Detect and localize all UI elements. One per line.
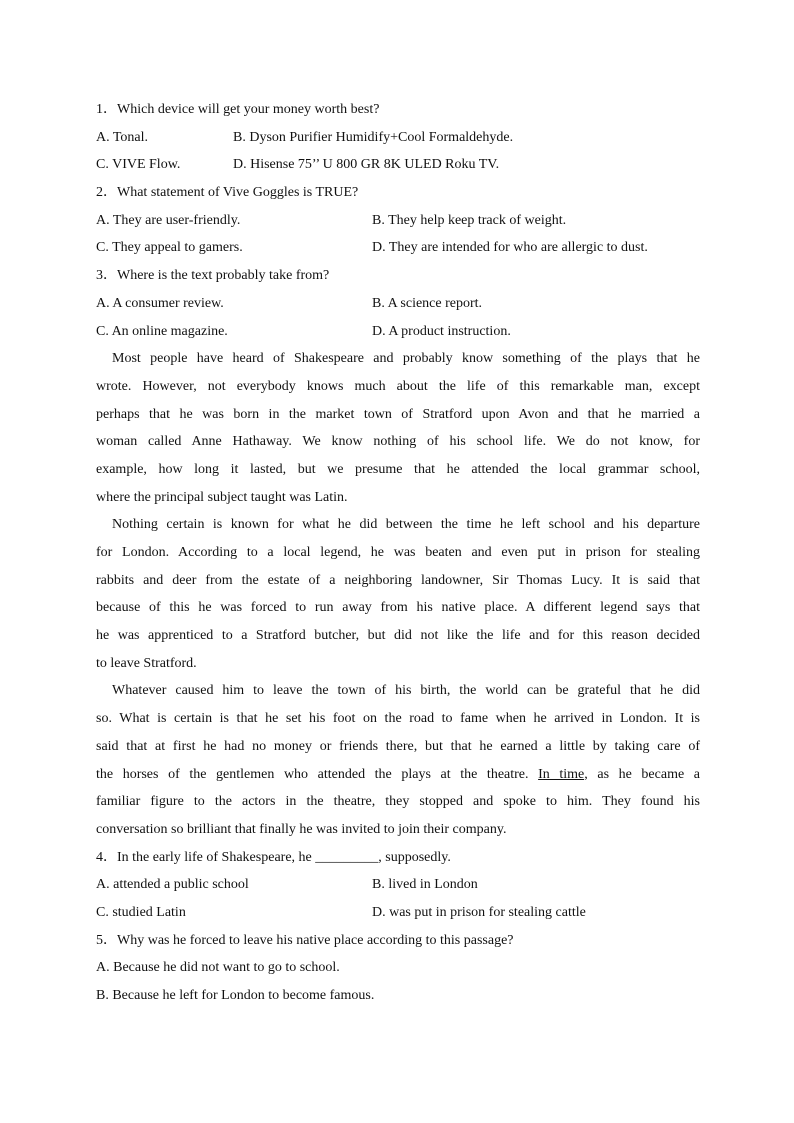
passage-line: so. What is certain is that he set his foot on the road to fame when he arrived in London. It is	[96, 711, 700, 727]
question-1-options-row-2	[96, 151, 700, 179]
passage-line: for London. According to a local legend, he was beaten and even put in prison for stealing	[96, 545, 700, 560]
question-3-option-a: A. A consumer review.	[96, 295, 224, 311]
question-4-stem: 4．In the early life of Shakespeare, he _________, supposedly.	[96, 849, 451, 865]
question-3-options-row-1	[96, 290, 700, 318]
question-4-option-b: B. lived in London	[372, 877, 478, 893]
passage-paragraph-2	[96, 511, 700, 677]
question-1-option-b: B. Dyson Purifier Humidify+Cool Formaldehyde.	[233, 129, 514, 145]
question-3-stem: 3．Where is the text probably take from?	[96, 268, 330, 284]
question-4-options-row-2	[96, 899, 700, 927]
question-2-option-d: D. They are intended for who are allergic to dust.	[372, 240, 648, 256]
passage-text: the horses of the gentlemen who attended the plays at the theatre.	[96, 766, 539, 782]
question-2-options-row-2	[96, 234, 700, 262]
underlined-phrase: In time,	[538, 766, 588, 782]
question-4-option-d: D. was put in prison for stealing cattle	[372, 904, 586, 920]
question-2-options-row-1	[96, 207, 700, 235]
question-1-stem: 1．Which device will get your money worth best?	[96, 102, 380, 117]
question-1-options-row-1	[96, 124, 700, 152]
passage-line: Nothing certain is known for what he did between the time he left school and his departure	[112, 517, 700, 533]
passage-line: he was apprenticed to a Stratford butcher, but did not like the life and for this reason decided	[96, 628, 700, 644]
question-1-option-c: C. VIVE Flow.	[96, 157, 181, 173]
question-4-option-a: A. attended a public school	[96, 877, 249, 893]
question-2-stem: 2．What statement of Vive Goggles is TRUE?	[96, 185, 359, 201]
passage-line: said that at first he had no money or friends there, but that he earned a little by taking care of	[96, 738, 700, 754]
passage-line: where the principal subject taught was Latin.	[96, 489, 348, 505]
question-4-option-c: C. studied Latin	[96, 904, 186, 920]
question-4-options-row-1	[96, 871, 700, 899]
question-3-options-row-2	[96, 318, 700, 346]
question-5-option-a: A. Because he did not want to go to school.	[96, 960, 340, 976]
passage-paragraph-1	[96, 345, 700, 511]
document-content	[96, 96, 700, 1010]
question-1-option-a: A. Tonal.	[96, 129, 149, 145]
passage-line: wrote. However, not everybody knows much about the life of this remarkable man, except	[96, 378, 700, 394]
passage-line: familiar figure to the actors in the theatre, they stopped and spoke to him. They found his	[96, 794, 700, 810]
passage-line: example, how long it lasted, but we presume that he attended the local grammar school,	[96, 461, 700, 477]
passage-line: conversation so brilliant that finally he was invited to join their company.	[96, 821, 507, 837]
question-2-option-c: C. They appeal to gamers.	[96, 240, 243, 256]
passage-line	[96, 761, 700, 789]
question-3-option-c: C. An online magazine.	[96, 323, 228, 339]
passage-line: rabbits and deer from the estate of a neighboring landowner, Sir Thomas Lucy. It is said that	[96, 572, 700, 588]
passage-line: Whatever caused him to leave the town of his birth, the world can be grateful that he did	[112, 683, 700, 699]
passage-line: to leave Stratford.	[96, 655, 197, 671]
question-3-option-d: D. A product instruction.	[372, 323, 511, 339]
passage-paragraph-3	[96, 677, 700, 843]
passage-text: as he became a	[587, 766, 700, 782]
passage	[96, 345, 700, 843]
question-5-stem: 5．Why was he forced to leave his native place according to this passage?	[96, 932, 514, 948]
passage-line: woman called Anne Hathaway. We know nothing of his school life. We do not know, for	[96, 434, 700, 450]
question-5-option-b: B. Because he left for London to become famous.	[96, 988, 375, 1003]
question-3-option-b: B. A science report.	[372, 295, 483, 311]
passage-line: because of this he was forced to run away from his native place. A different legend says that	[96, 600, 700, 616]
passage-line: perhaps that he was born in the market town of Stratford upon Avon and that he married a	[96, 406, 700, 422]
passage-line: Most people have heard of Shakespeare and probably know something of the plays that he	[112, 351, 700, 367]
question-2-option-a: A. They are user-friendly.	[96, 212, 241, 228]
question-2-option-b: B. They help keep track of weight.	[372, 212, 567, 228]
question-1-option-d: D. Hisense 75’’ U 800 GR 8K ULED Roku TV.	[233, 157, 500, 173]
